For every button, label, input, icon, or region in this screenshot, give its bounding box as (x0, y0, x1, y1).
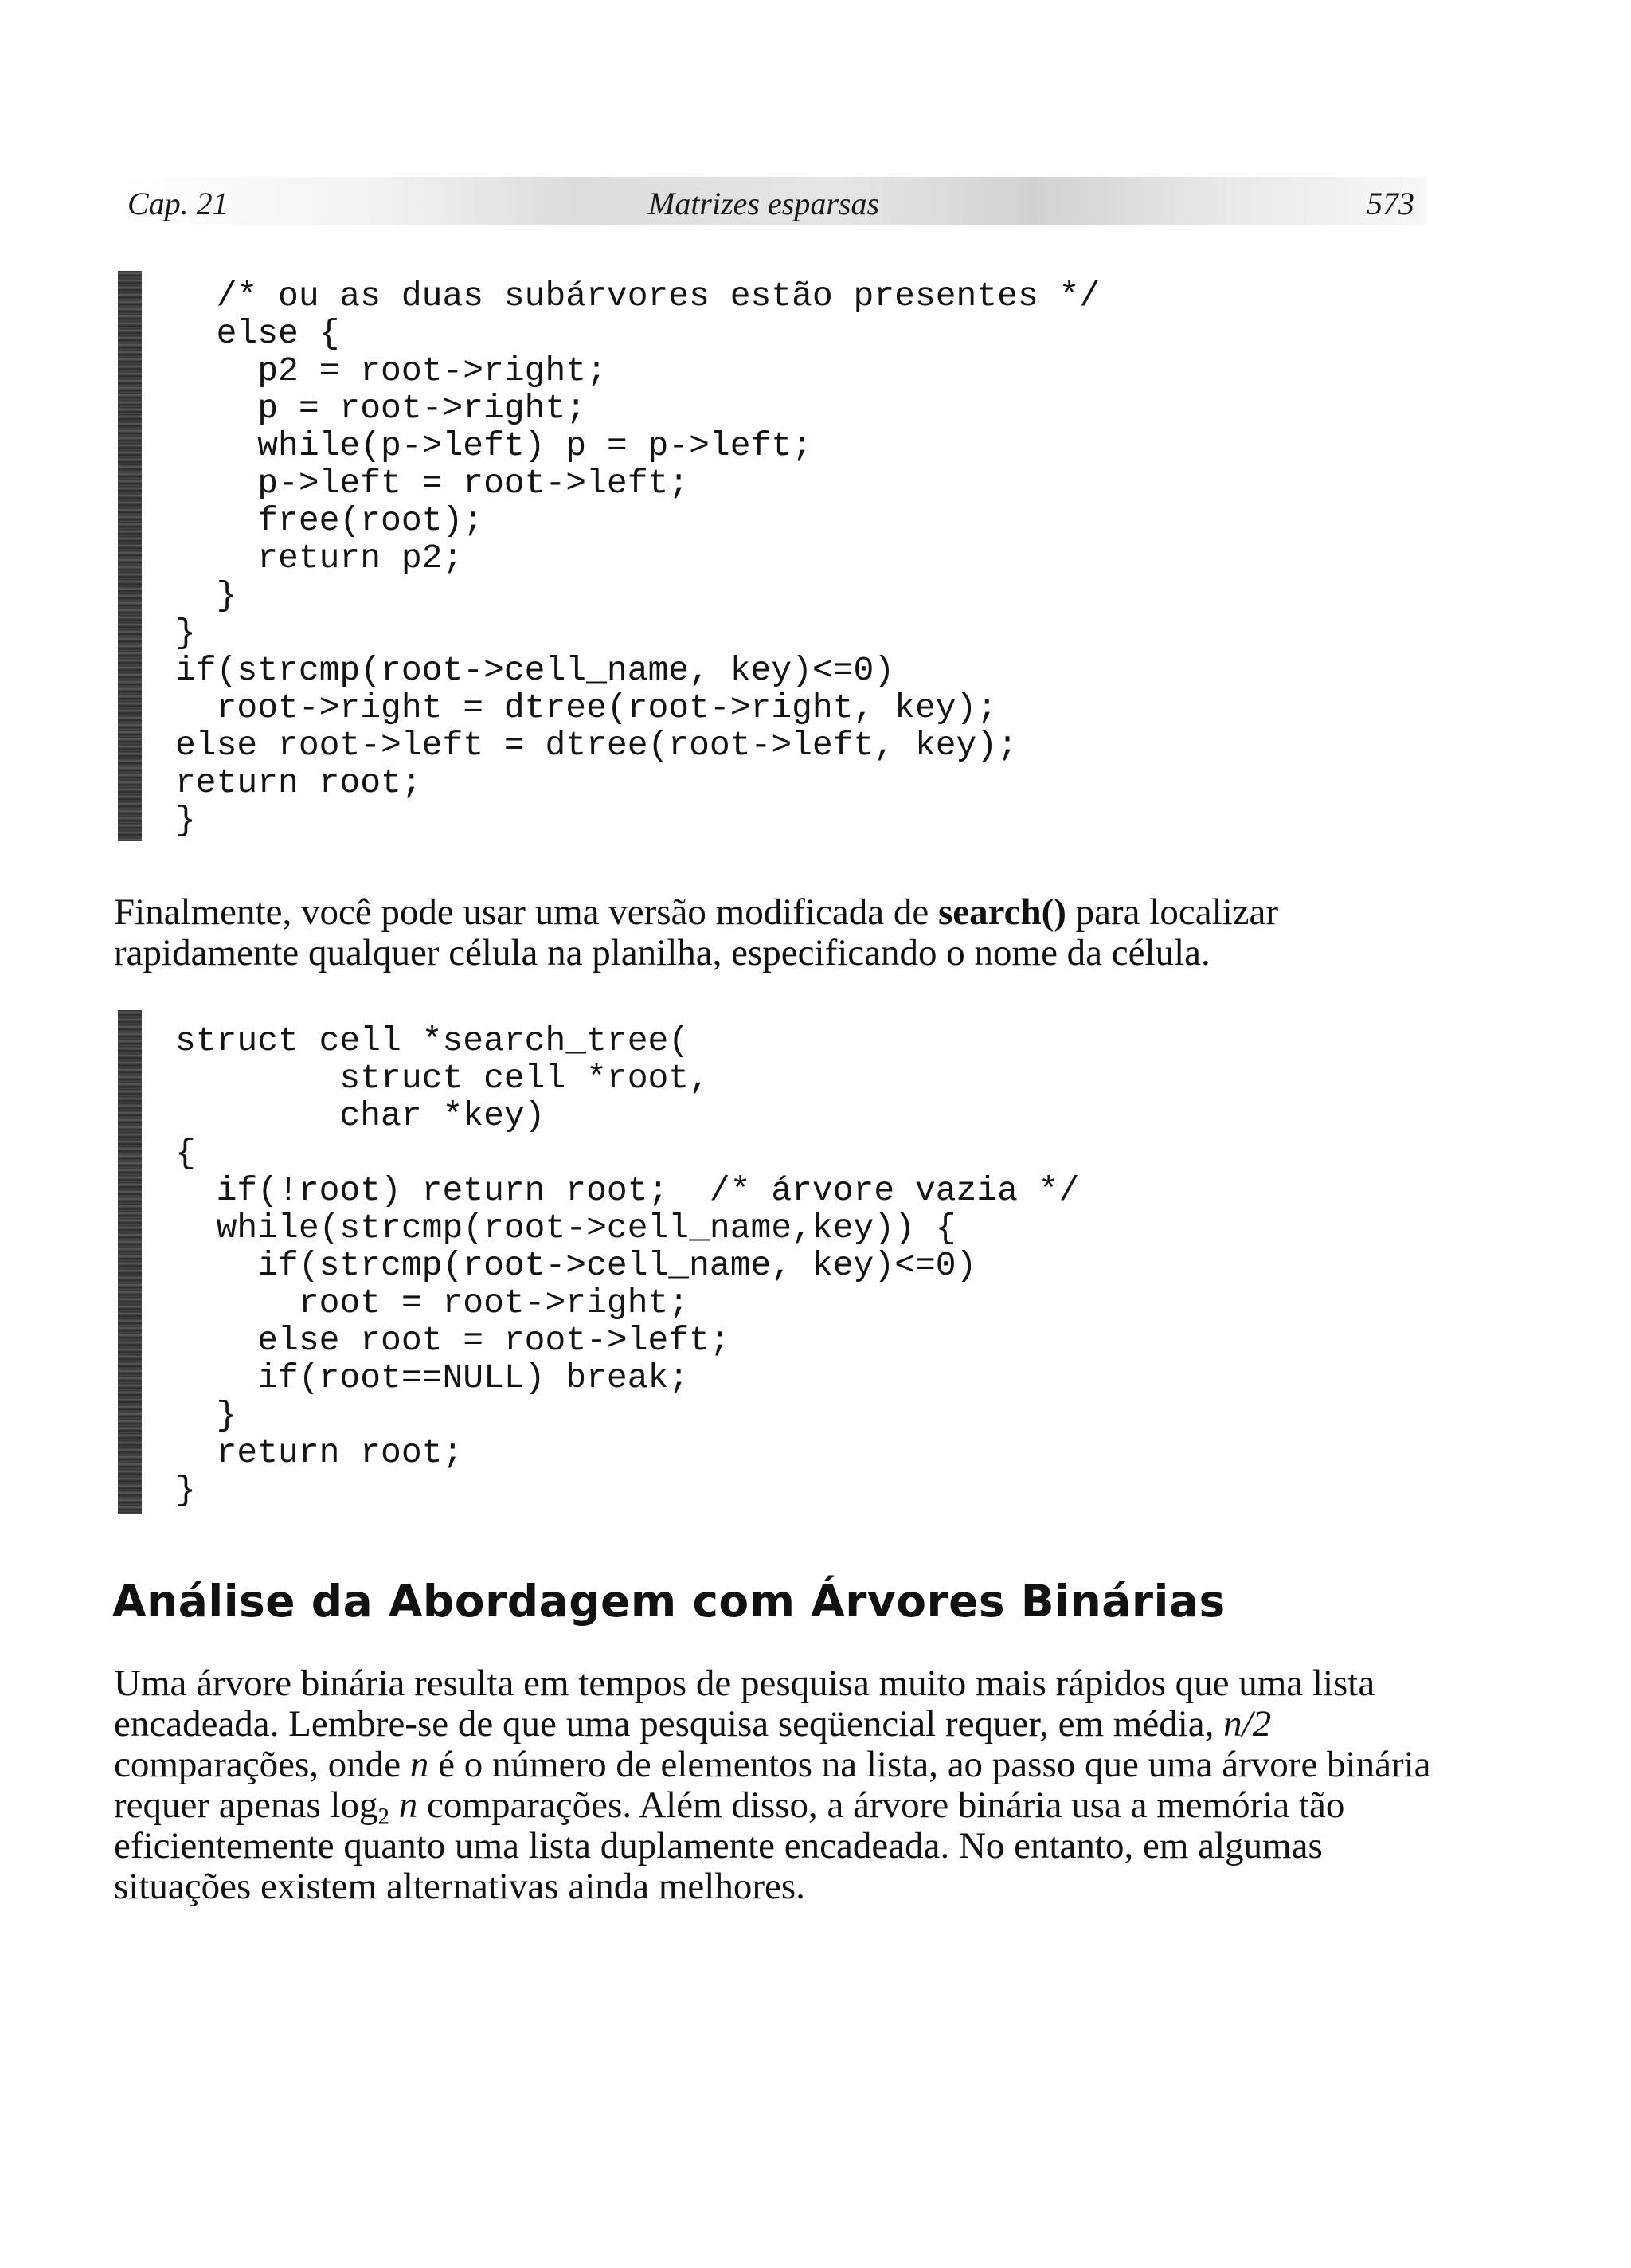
code-line: struct cell *root, (175, 1059, 710, 1098)
code-line: } (175, 1471, 196, 1510)
code-line: free(root); (175, 501, 484, 540)
code-line: while(p->left) p = p->left; (175, 426, 812, 465)
code-block-dtree (175, 277, 1100, 839)
code-line: p = root->right; (175, 389, 587, 428)
section-heading: Análise da Abordagem com Árvores Binárias (112, 1576, 1226, 1627)
math-n-over-2: n/2 (1223, 1703, 1272, 1745)
code-block-marker (118, 1010, 142, 1514)
code-line: return root; (175, 1433, 463, 1472)
code-line: p->left = root->left; (175, 464, 690, 503)
math-n: n (398, 1784, 418, 1826)
code-line: else root->left = dtree(root->left, key); (175, 726, 1018, 765)
code-line: else root = root->left; (175, 1321, 730, 1360)
code-line: else { (175, 314, 340, 353)
paragraph-text: Finalmente, você pode usar uma versão modificada de (114, 891, 938, 933)
paragraph-text: comparações. Além disso, a árvore binária usa a memória tão eficientemente quanto uma lista duplamente encadeada. No entanto, em algumas situações existem alternativas ainda melhores. (114, 1784, 1345, 1907)
code-line: root = root->right; (175, 1283, 690, 1322)
code-line: return p2; (175, 539, 463, 578)
chapter-title: Matrizes esparsas (648, 186, 880, 221)
code-line: if(strcmp(root->cell_name, key)<=0) (175, 651, 895, 690)
page-header (119, 177, 1426, 225)
code-line: } (175, 801, 196, 840)
code-line: } (175, 613, 196, 652)
code-block-search-tree (175, 1022, 1079, 1509)
paragraph-text: é o número de elementos na lista, ao passo que uma árvore binária requer apenas log (114, 1744, 1431, 1826)
math-n: n (409, 1744, 429, 1785)
code-line: /* ou as duas subárvores estão presentes */ (175, 276, 1101, 315)
log-base: 2 (377, 1804, 390, 1830)
code-line: p2 = root->right; (175, 351, 607, 390)
code-block-marker (118, 271, 142, 841)
code-line: } (175, 576, 237, 615)
code-line: return root; (175, 763, 422, 802)
code-line: } (175, 1396, 237, 1435)
body-paragraph-analysis (114, 1663, 1436, 1907)
paragraph-text: para localizar rapidamente qualquer célula na planilha, especificando o nome da célula. (114, 891, 1279, 973)
code-line: if(root==NULL) break; (175, 1358, 690, 1397)
code-line: { (175, 1134, 196, 1173)
code-line: root->right = dtree(root->right, key); (175, 688, 998, 727)
code-line: while(strcmp(root->cell_name,key)) { (175, 1208, 956, 1248)
code-line: if(strcmp(root->cell_name, key)<=0) (175, 1246, 977, 1285)
function-name-search: search() (937, 891, 1066, 933)
page-number: 573 (1367, 186, 1414, 221)
paragraph-text: Uma árvore binária resulta em tempos de pesquisa muito mais rápidos que uma lista encadeada. Lembre-se de que uma pesquisa seqüencial requer, em média, (114, 1663, 1375, 1745)
code-line: if(!root) return root; /* árvore vazia */ (175, 1171, 1080, 1210)
code-line: char *key) (175, 1096, 546, 1135)
chapter-label: Cap. 21 (127, 186, 229, 221)
code-line: struct cell *search_tree( (175, 1021, 690, 1060)
paragraph-text: comparações, onde (114, 1744, 410, 1785)
body-paragraph-search (114, 892, 1436, 973)
